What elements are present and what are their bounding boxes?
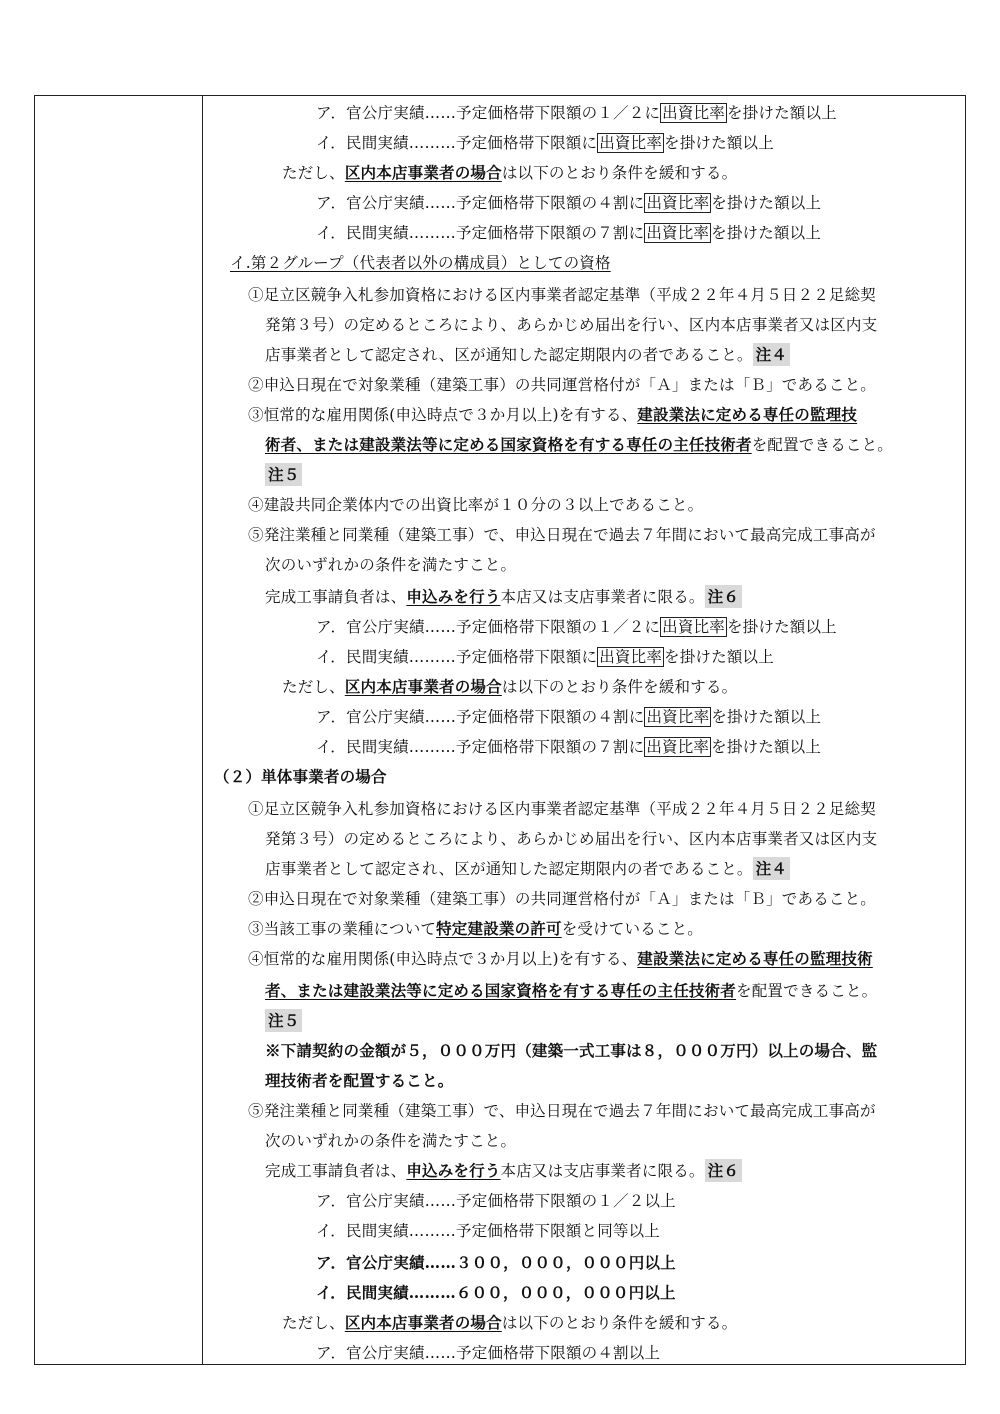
note-badge: 注５ xyxy=(265,463,302,486)
item-4-line-2: 者、または建設業法等に定める国家資格を有する専任の主任技術者を配置できること。 xyxy=(265,981,878,1000)
item-5-line-3: 完成工事請負者は、申込みを行う本店又は支店事業者に限る。 注６ xyxy=(265,1156,742,1186)
item-1-line-1: ①足立区競争入札参加資格における区内事業者認定基準（平成２２年４月５日２２足総契 xyxy=(248,800,877,818)
item-5-line-2: 次のいずれかの条件を満たすこと。 xyxy=(265,1132,517,1150)
condition-line: イ．民間実績………予定価格帯下限額に 出資比率 を掛けた額以上 xyxy=(316,134,774,152)
item-5-line-1: ⑤発注業種と同業種（建築工事）で、申込日現在で過去７年間において最高完成工事高が xyxy=(248,526,876,544)
warning-line-2: 理技術者を配置すること。 xyxy=(265,1071,454,1090)
item-5-line-2: 次のいずれかの条件を満たすこと。 xyxy=(265,556,517,574)
item-1-line-2: 発第３号）の定めるところにより、あらかじめ届出を行い、区内本店事業者又は区内支 xyxy=(265,830,878,848)
condition-line: イ．民間実績………予定価格帯下限額の７割に 出資比率 を掛けた額以上 xyxy=(316,224,822,242)
condition-line: ア．官公庁実績……予定価格帯下限額の４割に 出資比率 を掛けた額以上 xyxy=(316,708,822,726)
item-3-line-1: ③恒常的な雇用関係(申込時点で３か月以上)を有する、建設業法に定める専任の監理技 xyxy=(248,405,858,424)
condition-line: ア．官公庁実績……予定価格帯下限額の１／２以上 xyxy=(316,1192,676,1210)
column-divider xyxy=(202,95,203,1365)
relaxation-line: ただし、区内本店事業者の場合は以下のとおり条件を緩和する。 xyxy=(282,1313,738,1332)
condition-line-bold: イ．民間実績………６００，０００，０００円以上 xyxy=(316,1283,676,1302)
warning-line-1: ※下請契約の金額が５，０００万円（建築一式工事は８，０００万円）以上の場合、監 xyxy=(265,1041,878,1060)
item-4-line-3 xyxy=(265,1006,302,1036)
condition-line: イ．民間実績………予定価格帯下限額の７割に 出資比率 を掛けた額以上 xyxy=(316,738,822,756)
relaxation-line: ただし、区内本店事業者の場合は以下のとおり条件を緩和する。 xyxy=(282,677,738,696)
section-2-heading: （２）単体事業者の場合 xyxy=(214,767,387,786)
condition-line: イ．民間実績………予定価格帯下限額と同等以上 xyxy=(316,1222,661,1240)
item-2: ②申込日現在で対象業種（建築工事）の共同運営格付が「Ａ」または「Ｂ」であること。 xyxy=(248,890,877,908)
condition-line: ア．官公庁実績……予定価格帯下限額の４割に 出資比率 を掛けた額以上 xyxy=(316,194,822,212)
item-4-line-1: ④恒常的な雇用関係(申込時点で３か月以上)を有する、建設業法に定める専任の監理技術 xyxy=(248,949,873,968)
item-1-line-3: 店事業者として認定され、区が通知した認定期限内の者であること。 注４ xyxy=(265,340,790,370)
item-3: ③当該工事の業種について特定建設業の許可を受けていること。 xyxy=(248,919,704,938)
condition-line: ア．官公庁実績……予定価格帯下限額の１／２に 出資比率 を掛けた額以上 xyxy=(316,618,837,636)
item-4: ④建設共同企業体内での出資比率が１０分の３以上であること。 xyxy=(248,496,704,514)
item-2: ②申込日現在で対象業種（建築工事）の共同運営格付が「Ａ」または「Ｂ」であること。 xyxy=(248,376,877,394)
note-badge: 注６ xyxy=(705,585,742,608)
item-3-line-2: 術者、または建設業法等に定める国家資格を有する専任の主任技術者を配置できること。 xyxy=(265,435,894,454)
group2-heading: イ.第２グループ（代表者以外の構成員）としての資格 xyxy=(230,254,611,272)
note-badge: 注６ xyxy=(705,1159,742,1182)
item-5-line-3: 完成工事請負者は、申込みを行う本店又は支店事業者に限る。 注６ xyxy=(265,582,742,612)
item-1-line-3: 店事業者として認定され、区が通知した認定期限内の者であること。 注４ xyxy=(265,854,790,884)
condition-line: ア．官公庁実績……予定価格帯下限額の１／２に 出資比率 を掛けた額以上 xyxy=(316,104,837,122)
item-3-line-3 xyxy=(265,460,302,490)
condition-line: イ．民間実績………予定価格帯下限額に 出資比率 を掛けた額以上 xyxy=(316,648,774,666)
item-5-line-1: ⑤発注業種と同業種（建築工事）で、申込日現在で過去７年間において最高完成工事高が xyxy=(248,1102,876,1120)
item-1-line-1: ①足立区競争入札参加資格における区内事業者認定基準（平成２２年４月５日２２足総契 xyxy=(248,286,877,304)
note-badge: 注４ xyxy=(753,343,790,366)
note-badge: 注５ xyxy=(265,1009,302,1032)
condition-line-bold: ア．官公庁実績……３００，０００，０００円以上 xyxy=(316,1253,676,1272)
item-1-line-2: 発第３号）の定めるところにより、あらかじめ届出を行い、区内本店事業者又は区内支 xyxy=(265,316,878,334)
condition-line: ア．官公庁実績……予定価格帯下限額の４割以上 xyxy=(316,1344,661,1362)
relaxation-line: ただし、区内本店事業者の場合は以下のとおり条件を緩和する。 xyxy=(282,163,738,182)
note-badge: 注４ xyxy=(753,857,790,880)
